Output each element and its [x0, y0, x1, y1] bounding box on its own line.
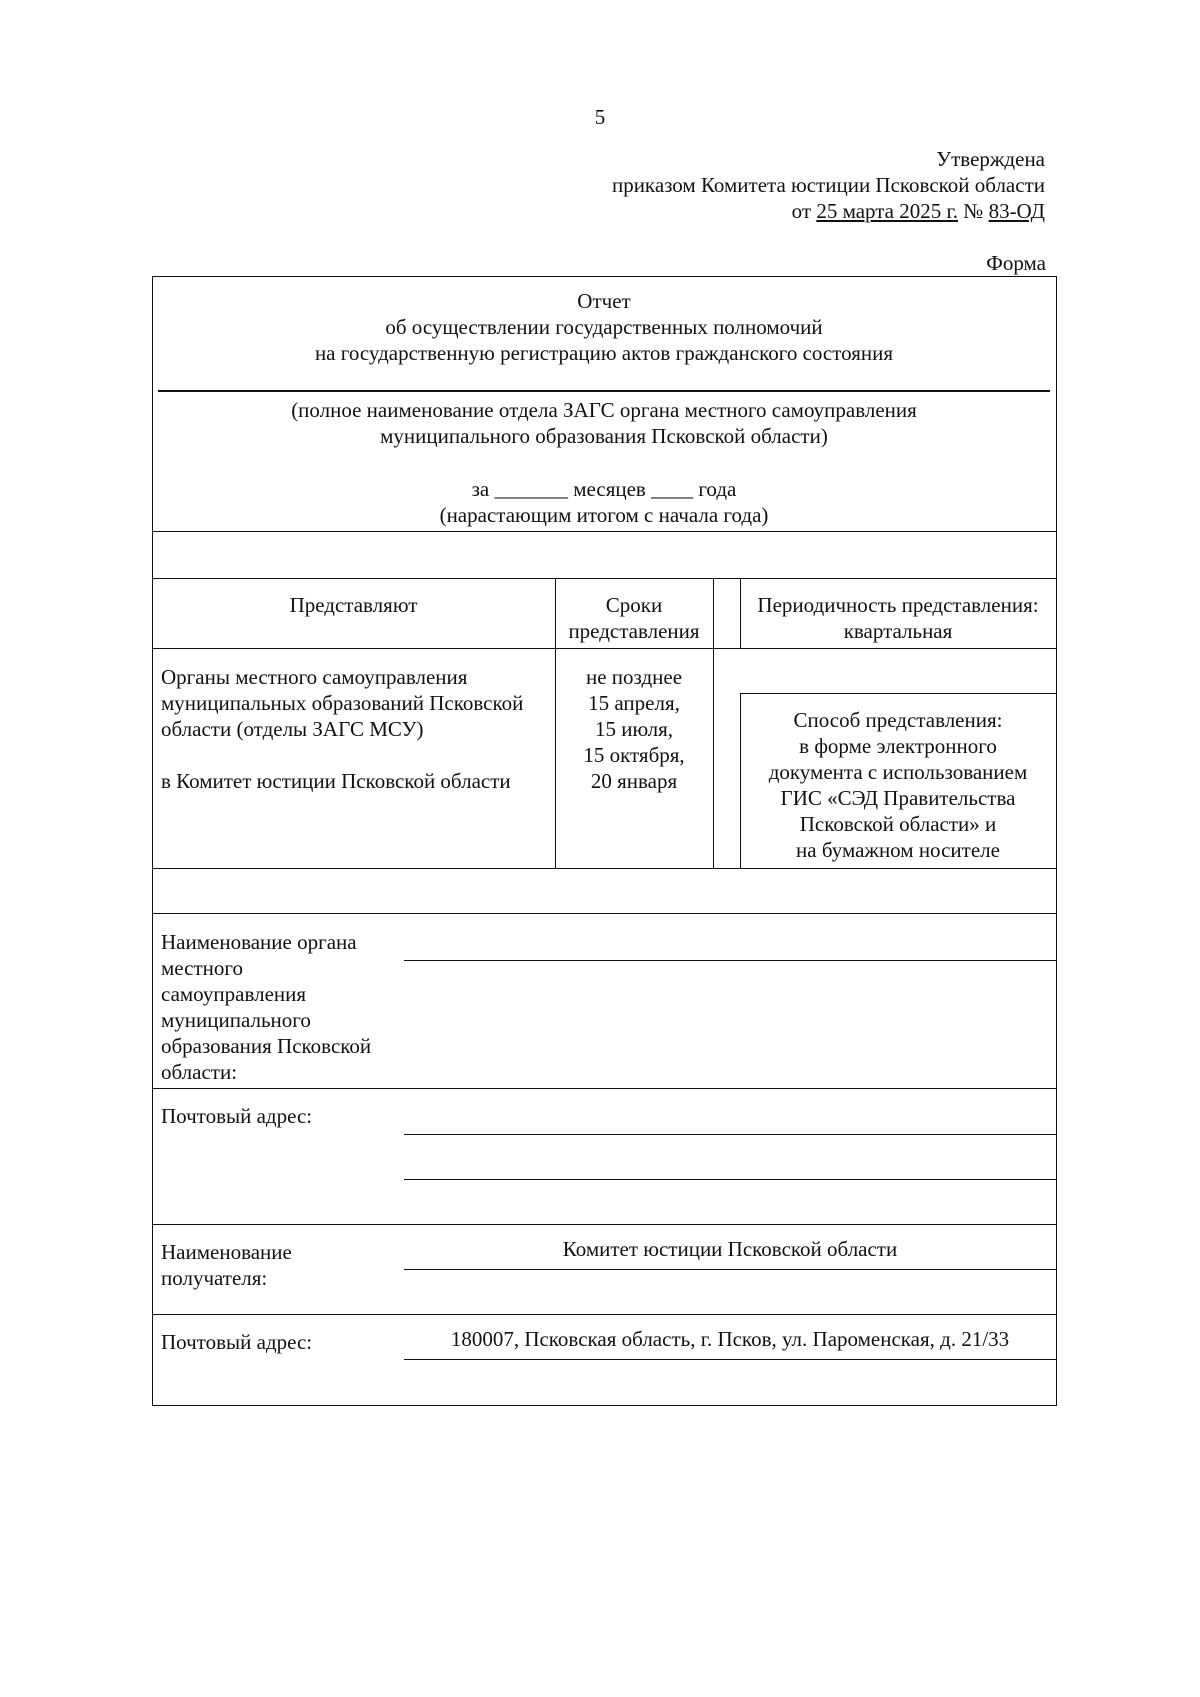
recipient-address-input-line — [404, 1359, 1056, 1360]
form-label: Форма — [986, 251, 1046, 275]
method-line: документа с использованием — [768, 760, 1028, 784]
submitters-line-4: в Комитет юстиции Псковской области — [161, 769, 511, 793]
method-line: ГИС «СЭД Правительства — [780, 786, 1016, 810]
submitters-cell — [161, 664, 553, 794]
org-name-label-line: Наименование органа — [161, 930, 357, 954]
org-address-input-line[interactable] — [404, 1134, 1056, 1135]
method-line: на бумажном носителе — [796, 838, 1000, 862]
approval-number: 83-ОД — [988, 199, 1045, 223]
org-name-label-line: местного — [161, 956, 243, 980]
recipient-address-value: 180007, Псковская область, г. Псков, ул. Пароменская, д. 21/33 — [450, 1327, 1010, 1351]
org-address-label: Почтовый адрес: — [161, 1104, 313, 1128]
table-bottom-line — [152, 868, 1056, 869]
org-name-label-line: муниципального — [161, 1008, 311, 1032]
period-line-2: (нарастающим итогом с начала года) — [439, 503, 769, 527]
org-caption-line-1: (полное наименование отдела ЗАГС органа местного самоуправления — [291, 398, 917, 422]
deadline-line: 15 апреля, — [588, 691, 680, 715]
frame-bottom — [152, 1405, 1057, 1406]
period-line-1: за _______ месяцев ____ года — [471, 477, 737, 501]
header-deadlines-line-2: представления — [568, 619, 700, 643]
deadline-line: не позднее — [585, 665, 683, 689]
header-deadlines — [555, 592, 713, 644]
recipient-label-line: Наименование — [161, 1240, 292, 1264]
period-block — [152, 476, 1056, 528]
header-periodicity-line-2: квартальная — [843, 619, 953, 643]
header-periodicity — [740, 592, 1056, 644]
submitters-line-1: Органы местного самоуправления — [161, 665, 468, 689]
approval-line-1: Утверждена — [936, 147, 1045, 171]
recipient-label — [161, 1239, 401, 1291]
deadline-line: 15 июля, — [594, 717, 674, 741]
header-submitters: Представляют — [289, 593, 418, 617]
table-top-line — [152, 578, 1056, 579]
table-method-top-line — [740, 693, 1056, 694]
header-deadlines-line-1: Сроки — [605, 593, 663, 617]
method-cell — [740, 707, 1056, 863]
frame-right — [1056, 276, 1057, 1406]
approval-date: 25 марта 2025 г. — [816, 199, 959, 223]
deadline-line: 15 октября, — [583, 743, 685, 767]
approval-number-sign: № — [958, 199, 989, 223]
report-title-line-1: Отчет — [577, 289, 631, 313]
page-number: 5 — [594, 105, 606, 129]
method-line: Способ представления: — [793, 708, 1003, 732]
recipient-label-line: получателя: — [161, 1266, 268, 1290]
deadline-line: 20 января — [590, 769, 678, 793]
approval-line-2: приказом Комитета юстиции Псковской области — [611, 173, 1045, 197]
method-line: в форме электронного — [799, 734, 997, 758]
approval-block — [500, 146, 1045, 224]
org-name-label-line: образования Псковской — [161, 1034, 372, 1058]
recipient-input-line — [404, 1269, 1056, 1270]
separator-2 — [152, 913, 1056, 914]
org-caption — [152, 397, 1056, 449]
separator-5 — [152, 1314, 1056, 1315]
report-title — [152, 288, 1056, 366]
org-name-blank-line — [158, 390, 1050, 392]
submitters-line-3: области (отделы ЗАГС МСУ) — [161, 717, 424, 741]
separator-1 — [152, 531, 1056, 532]
org-address-input-line-2[interactable] — [404, 1179, 1056, 1180]
table-col-divider-2 — [713, 578, 714, 868]
approval-prefix: от — [791, 199, 817, 223]
separator-4 — [152, 1224, 1056, 1225]
separator-3 — [152, 1088, 1056, 1089]
org-name-label — [161, 929, 401, 1085]
deadlines-cell — [555, 664, 713, 794]
approval-line-3 — [500, 198, 1045, 224]
recipient-value: Комитет юстиции Псковской области — [562, 1237, 898, 1261]
org-name-label-line: самоуправления — [161, 982, 307, 1006]
method-line: Псковской области» и — [799, 812, 997, 836]
report-title-line-2: об осуществлении государственных полномочий — [385, 315, 823, 339]
org-caption-line-2: муниципального образования Псковской области) — [380, 424, 828, 448]
table-header-bottom-line — [152, 648, 1056, 649]
frame-top — [152, 276, 1056, 277]
header-periodicity-line-1: Периодичность представления: — [757, 593, 1039, 617]
org-name-label-line: области: — [161, 1060, 238, 1084]
recipient-address-label: Почтовый адрес: — [161, 1330, 313, 1354]
report-title-line-3: на государственную регистрацию актов гражданского состояния — [314, 341, 894, 365]
submitters-line-2: муниципальных образований Псковской — [161, 691, 524, 715]
org-name-input-line[interactable] — [404, 960, 1056, 961]
